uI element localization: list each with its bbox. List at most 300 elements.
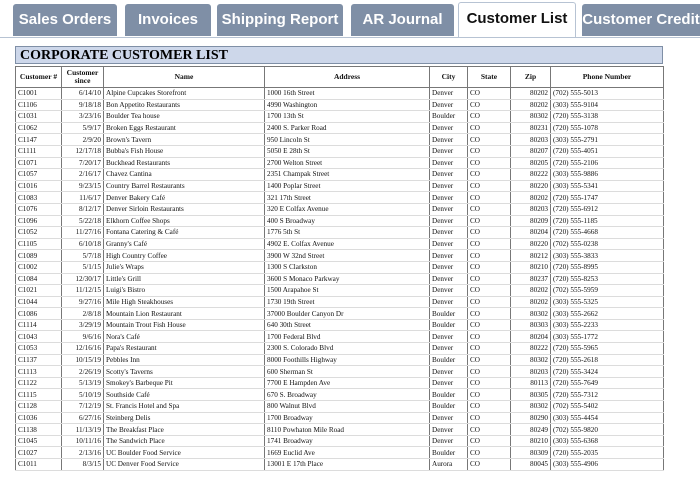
cell-city[interactable]: Denver bbox=[430, 180, 468, 192]
cell-customer-since[interactable]: 12/16/16 bbox=[62, 343, 104, 355]
cell-customer-since[interactable]: 5/22/18 bbox=[62, 215, 104, 227]
cell-phone[interactable]: (720) 555-3424 bbox=[551, 366, 664, 378]
cell-address[interactable]: 800 Walnut Blvd bbox=[265, 401, 430, 413]
cell-state[interactable]: CO bbox=[468, 447, 511, 459]
cell-city[interactable]: Denver bbox=[430, 99, 468, 111]
cell-zip[interactable]: 80210 bbox=[511, 261, 551, 273]
cell-city[interactable]: Aurora bbox=[430, 459, 468, 471]
cell-city[interactable]: Denver bbox=[430, 192, 468, 204]
cell-city[interactable]: Denver bbox=[430, 238, 468, 250]
cell-city[interactable]: Denver bbox=[430, 366, 468, 378]
cell-customer-id[interactable]: C1138 bbox=[16, 424, 62, 436]
cell-state[interactable]: CO bbox=[468, 377, 511, 389]
cell-city[interactable]: Denver bbox=[430, 331, 468, 343]
cell-phone[interactable]: (720) 555-8995 bbox=[551, 261, 664, 273]
cell-state[interactable]: CO bbox=[468, 389, 511, 401]
cell-zip[interactable]: 80309 bbox=[511, 447, 551, 459]
table-row bbox=[16, 157, 664, 169]
cell-customer-id[interactable]: C1053 bbox=[16, 343, 62, 355]
cell-customer-id[interactable]: C1114 bbox=[16, 319, 62, 331]
cell-phone[interactable]: (720) 555-1078 bbox=[551, 122, 664, 134]
cell-zip[interactable]: 80231 bbox=[511, 122, 551, 134]
cell-name[interactable]: St. Francis Hotel and Spa bbox=[104, 401, 265, 413]
cell-name[interactable]: Little's Grill bbox=[104, 273, 265, 285]
cell-customer-id[interactable]: C1096 bbox=[16, 215, 62, 227]
cell-phone[interactable]: (720) 555-7649 bbox=[551, 377, 664, 389]
cell-zip[interactable]: 80237 bbox=[511, 273, 551, 285]
cell-name[interactable]: Boulder Tea house bbox=[104, 111, 265, 123]
cell-customer-since[interactable]: 11/6/17 bbox=[62, 192, 104, 204]
cell-customer-id[interactable]: C1001 bbox=[16, 88, 62, 100]
cell-customer-since[interactable]: 12/17/18 bbox=[62, 145, 104, 157]
tab-shipping-report[interactable]: Shipping Report bbox=[217, 4, 343, 36]
cell-address[interactable]: 7700 E Hampden Ave bbox=[265, 377, 430, 389]
cell-customer-since[interactable]: 9/6/16 bbox=[62, 331, 104, 343]
tab-sales-orders[interactable]: Sales Orders bbox=[13, 4, 117, 36]
cell-state[interactable]: CO bbox=[468, 296, 511, 308]
cell-address[interactable]: 2351 Champak Street bbox=[265, 169, 430, 181]
cell-name[interactable]: Denver Bakery Café bbox=[104, 192, 265, 204]
cell-phone[interactable]: (720) 555-2618 bbox=[551, 354, 664, 366]
cell-phone[interactable]: (303) 555-1772 bbox=[551, 331, 664, 343]
cell-phone[interactable]: (303) 555-4906 bbox=[551, 459, 664, 471]
cell-city[interactable]: Denver bbox=[430, 261, 468, 273]
cell-phone[interactable]: (720) 555-5965 bbox=[551, 343, 664, 355]
cell-state[interactable]: CO bbox=[468, 401, 511, 413]
cell-address[interactable]: 3600 S Monaco Parkway bbox=[265, 273, 430, 285]
cell-address[interactable]: 3900 W 32nd Street bbox=[265, 250, 430, 262]
cell-name[interactable]: Alpine Cupcakes Storefront bbox=[104, 88, 265, 100]
cell-customer-id[interactable]: C1071 bbox=[16, 157, 62, 169]
cell-state[interactable]: CO bbox=[468, 169, 511, 181]
cell-name[interactable]: Papa's Restaurant bbox=[104, 343, 265, 355]
cell-state[interactable]: CO bbox=[468, 412, 511, 424]
cell-name[interactable]: Southside Café bbox=[104, 389, 265, 401]
cell-zip[interactable]: 80222 bbox=[511, 169, 551, 181]
cell-customer-since[interactable]: 5/1/15 bbox=[62, 261, 104, 273]
cell-customer-since[interactable]: 10/11/16 bbox=[62, 435, 104, 447]
tab-bar-baseline bbox=[0, 37, 700, 38]
cell-customer-since[interactable]: 8/3/15 bbox=[62, 459, 104, 471]
cell-name[interactable]: Luigi's Bistro bbox=[104, 285, 265, 297]
cell-city[interactable]: Denver bbox=[430, 88, 468, 100]
cell-address[interactable]: 670 S. Broadway bbox=[265, 389, 430, 401]
cell-phone[interactable]: (720) 555-2035 bbox=[551, 447, 664, 459]
cell-city[interactable]: Denver bbox=[430, 215, 468, 227]
cell-name[interactable]: Scotty's Taverns bbox=[104, 366, 265, 378]
cell-state[interactable]: CO bbox=[468, 227, 511, 239]
cell-state[interactable]: CO bbox=[468, 424, 511, 436]
cell-city[interactable]: Boulder bbox=[430, 389, 468, 401]
cell-zip[interactable]: 80202 bbox=[511, 99, 551, 111]
cell-city[interactable]: Boulder bbox=[430, 319, 468, 331]
cell-address[interactable]: 320 E Colfax Avenue bbox=[265, 203, 430, 215]
cell-address[interactable]: 400 S Broadway bbox=[265, 215, 430, 227]
cell-city[interactable]: Denver bbox=[430, 296, 468, 308]
cell-zip[interactable]: 80210 bbox=[511, 435, 551, 447]
cell-address[interactable]: 2400 S. Parker Road bbox=[265, 122, 430, 134]
cell-address[interactable]: 1000 16th Street bbox=[265, 88, 430, 100]
cell-address[interactable]: 1700 Federal Blvd bbox=[265, 331, 430, 343]
cell-customer-since[interactable]: 2/8/18 bbox=[62, 308, 104, 320]
cell-zip[interactable]: 80302 bbox=[511, 308, 551, 320]
cell-state[interactable]: CO bbox=[468, 215, 511, 227]
cell-customer-id[interactable]: C1016 bbox=[16, 180, 62, 192]
column-header-name[interactable]: Name bbox=[104, 67, 265, 88]
table-row bbox=[16, 319, 664, 331]
cell-address[interactable]: 640 30th Street bbox=[265, 319, 430, 331]
cell-customer-since[interactable]: 12/30/17 bbox=[62, 273, 104, 285]
table-row bbox=[16, 343, 664, 355]
cell-state[interactable]: CO bbox=[468, 261, 511, 273]
cell-zip[interactable]: 80204 bbox=[511, 331, 551, 343]
table-row bbox=[16, 145, 664, 157]
cell-phone[interactable]: (303) 555-2233 bbox=[551, 319, 664, 331]
cell-zip[interactable]: 80113 bbox=[511, 377, 551, 389]
tab-customer-credit[interactable]: Customer Credit bbox=[582, 4, 700, 36]
cell-name[interactable]: The Breakfast Place bbox=[104, 424, 265, 436]
cell-zip[interactable]: 80249 bbox=[511, 424, 551, 436]
cell-state[interactable]: CO bbox=[468, 366, 511, 378]
table-row bbox=[16, 354, 664, 366]
cell-zip[interactable]: 80045 bbox=[511, 459, 551, 471]
cell-customer-id[interactable]: C1076 bbox=[16, 203, 62, 215]
cell-customer-since[interactable]: 2/9/20 bbox=[62, 134, 104, 146]
cell-phone[interactable]: (303) 555-4454 bbox=[551, 412, 664, 424]
cell-city[interactable]: Denver bbox=[430, 145, 468, 157]
cell-state[interactable]: CO bbox=[468, 88, 511, 100]
cell-phone[interactable]: (720) 555-2106 bbox=[551, 157, 664, 169]
cell-phone[interactable]: (303) 555-5325 bbox=[551, 296, 664, 308]
cell-state[interactable]: CO bbox=[468, 308, 511, 320]
cell-city[interactable]: Boulder bbox=[430, 447, 468, 459]
cell-customer-id[interactable]: C1036 bbox=[16, 412, 62, 424]
cell-address[interactable]: 1741 Broadway bbox=[265, 435, 430, 447]
cell-address[interactable]: 4990 Washington bbox=[265, 99, 430, 111]
cell-phone[interactable]: (303) 555-9886 bbox=[551, 169, 664, 181]
cell-address[interactable]: 1700 Broadway bbox=[265, 412, 430, 424]
cell-state[interactable]: CO bbox=[468, 145, 511, 157]
cell-city[interactable]: Denver bbox=[430, 424, 468, 436]
cell-address[interactable]: 5050 E 28th St bbox=[265, 145, 430, 157]
cell-phone[interactable]: (720) 555-1747 bbox=[551, 192, 664, 204]
cell-address[interactable]: 321 17th Street bbox=[265, 192, 430, 204]
cell-city[interactable]: Denver bbox=[430, 250, 468, 262]
cell-name[interactable]: Brown's Tavern bbox=[104, 134, 265, 146]
cell-address[interactable]: 950 Lincoln St bbox=[265, 134, 430, 146]
cell-zip[interactable]: 80202 bbox=[511, 192, 551, 204]
customer-list-sheet bbox=[15, 44, 665, 470]
cell-address[interactable]: 8110 Powhaton Mile Road bbox=[265, 424, 430, 436]
cell-customer-since[interactable]: 2/16/17 bbox=[62, 169, 104, 181]
cell-phone[interactable]: (720) 555-4051 bbox=[551, 145, 664, 157]
column-header-city[interactable]: City bbox=[430, 67, 468, 88]
table-row bbox=[16, 424, 664, 436]
table-row bbox=[16, 401, 664, 413]
cell-name[interactable]: Smokey's Barbeque Pit bbox=[104, 377, 265, 389]
cell-name[interactable]: Bon Appetito Restaurants bbox=[104, 99, 265, 111]
cell-address[interactable]: 1300 S Clarkston bbox=[265, 261, 430, 273]
cell-city[interactable]: Denver bbox=[430, 227, 468, 239]
cell-zip[interactable]: 80207 bbox=[511, 145, 551, 157]
cell-phone[interactable]: (720) 555-6912 bbox=[551, 203, 664, 215]
cell-state[interactable]: CO bbox=[468, 122, 511, 134]
cell-customer-since[interactable]: 11/13/19 bbox=[62, 424, 104, 436]
cell-name[interactable]: Buckhead Restaurants bbox=[104, 157, 265, 169]
cell-customer-since[interactable]: 6/27/16 bbox=[62, 412, 104, 424]
cell-name[interactable]: Fontana Catering & Café bbox=[104, 227, 265, 239]
cell-state[interactable]: CO bbox=[468, 354, 511, 366]
cell-zip[interactable]: 80205 bbox=[511, 157, 551, 169]
cell-customer-id[interactable]: C1122 bbox=[16, 377, 62, 389]
table-row bbox=[16, 99, 664, 111]
cell-customer-since[interactable]: 8/12/17 bbox=[62, 203, 104, 215]
cell-city[interactable]: Denver bbox=[430, 285, 468, 297]
cell-customer-id[interactable]: C1027 bbox=[16, 447, 62, 459]
sheet-title-bar bbox=[15, 46, 663, 64]
cell-state[interactable]: CO bbox=[468, 319, 511, 331]
table-row bbox=[16, 308, 664, 320]
cell-phone[interactable]: (720) 555-8253 bbox=[551, 273, 664, 285]
cell-phone[interactable]: (303) 555-6368 bbox=[551, 435, 664, 447]
cell-state[interactable]: CO bbox=[468, 250, 511, 262]
cell-city[interactable]: Boulder bbox=[430, 354, 468, 366]
cell-zip[interactable]: 80212 bbox=[511, 250, 551, 262]
cell-customer-since[interactable]: 9/23/15 bbox=[62, 180, 104, 192]
cell-address[interactable]: 600 Sherman St bbox=[265, 366, 430, 378]
cell-name[interactable]: The Sandwich Place bbox=[104, 435, 265, 447]
cell-address[interactable]: 1776 5th St bbox=[265, 227, 430, 239]
cell-city[interactable]: Denver bbox=[430, 343, 468, 355]
cell-name[interactable]: Mountain Trout Fish House bbox=[104, 319, 265, 331]
cell-customer-id[interactable]: C1031 bbox=[16, 111, 62, 123]
cell-name[interactable]: Broken Eggs Restaurant bbox=[104, 122, 265, 134]
cell-state[interactable]: CO bbox=[468, 238, 511, 250]
cell-phone[interactable]: (303) 555-5341 bbox=[551, 180, 664, 192]
sheet-tab-bar bbox=[0, 0, 700, 38]
cell-name[interactable]: Julie's Wraps bbox=[104, 261, 265, 273]
cell-city[interactable]: Denver bbox=[430, 273, 468, 285]
cell-phone[interactable]: (720) 555-1185 bbox=[551, 215, 664, 227]
cell-customer-id[interactable]: C1057 bbox=[16, 169, 62, 181]
cell-zip[interactable]: 80302 bbox=[511, 401, 551, 413]
cell-name[interactable]: Chavez Cantina bbox=[104, 169, 265, 181]
cell-customer-id[interactable]: C1147 bbox=[16, 134, 62, 146]
cell-zip[interactable]: 80203 bbox=[511, 366, 551, 378]
cell-address[interactable]: 1700 13th St bbox=[265, 111, 430, 123]
table-row bbox=[16, 134, 664, 146]
cell-customer-id[interactable]: C1113 bbox=[16, 366, 62, 378]
cell-zip[interactable]: 80220 bbox=[511, 238, 551, 250]
cell-customer-id[interactable]: C1105 bbox=[16, 238, 62, 250]
cell-customer-since[interactable]: 3/23/16 bbox=[62, 111, 104, 123]
cell-zip[interactable]: 80302 bbox=[511, 354, 551, 366]
cell-customer-since[interactable]: 7/20/17 bbox=[62, 157, 104, 169]
cell-zip[interactable]: 80202 bbox=[511, 88, 551, 100]
cell-name[interactable]: Granny's Café bbox=[104, 238, 265, 250]
cell-name[interactable]: Country Barrel Restaurants bbox=[104, 180, 265, 192]
cell-zip[interactable]: 80209 bbox=[511, 215, 551, 227]
cell-zip[interactable]: 80305 bbox=[511, 389, 551, 401]
cell-phone[interactable]: (303) 555-9104 bbox=[551, 99, 664, 111]
cell-state[interactable]: CO bbox=[468, 273, 511, 285]
cell-city[interactable]: Boulder bbox=[430, 308, 468, 320]
cell-name[interactable]: UC Denver Food Service bbox=[104, 459, 265, 471]
cell-phone[interactable]: (720) 555-3138 bbox=[551, 111, 664, 123]
cell-name[interactable]: Nora's Café bbox=[104, 331, 265, 343]
cell-phone[interactable]: (303) 555-2662 bbox=[551, 308, 664, 320]
cell-customer-since[interactable]: 11/27/16 bbox=[62, 227, 104, 239]
cell-phone[interactable]: (303) 555-2791 bbox=[551, 134, 664, 146]
cell-city[interactable]: Denver bbox=[430, 157, 468, 169]
cell-state[interactable]: CO bbox=[468, 192, 511, 204]
cell-state[interactable]: CO bbox=[468, 111, 511, 123]
cell-address[interactable]: 8000 Foothills Highway bbox=[265, 354, 430, 366]
cell-address[interactable]: 13001 E 17th Place bbox=[265, 459, 430, 471]
cell-name[interactable]: Mile High Steakhouses bbox=[104, 296, 265, 308]
cell-customer-id[interactable]: C1083 bbox=[16, 192, 62, 204]
cell-customer-since[interactable]: 2/13/16 bbox=[62, 447, 104, 459]
cell-state[interactable]: CO bbox=[468, 157, 511, 169]
table-row bbox=[16, 377, 664, 389]
cell-customer-id[interactable]: C1052 bbox=[16, 227, 62, 239]
column-header-phone[interactable]: Phone Number bbox=[551, 67, 664, 88]
cell-state[interactable]: CO bbox=[468, 459, 511, 471]
cell-address[interactable]: 1400 Poplar Street bbox=[265, 180, 430, 192]
cell-customer-id[interactable]: C1086 bbox=[16, 308, 62, 320]
cell-phone[interactable]: (303) 555-3833 bbox=[551, 250, 664, 262]
cell-customer-id[interactable]: C1011 bbox=[16, 459, 62, 471]
cell-address[interactable]: 4902 E. Colfax Avenue bbox=[265, 238, 430, 250]
cell-customer-since[interactable]: 5/10/19 bbox=[62, 389, 104, 401]
cell-phone[interactable]: (702) 555-5402 bbox=[551, 401, 664, 413]
cell-zip[interactable]: 80203 bbox=[511, 203, 551, 215]
cell-zip[interactable]: 80202 bbox=[511, 296, 551, 308]
cell-address[interactable]: 1500 Arapahoe St bbox=[265, 285, 430, 297]
cell-customer-since[interactable]: 9/18/18 bbox=[62, 99, 104, 111]
cell-customer-id[interactable]: C1045 bbox=[16, 435, 62, 447]
cell-zip[interactable]: 80222 bbox=[511, 343, 551, 355]
cell-customer-id[interactable]: C1021 bbox=[16, 285, 62, 297]
cell-zip[interactable]: 80203 bbox=[511, 134, 551, 146]
cell-zip[interactable]: 80290 bbox=[511, 412, 551, 424]
cell-address[interactable]: 1730 19th Street bbox=[265, 296, 430, 308]
cell-customer-id[interactable]: C1137 bbox=[16, 354, 62, 366]
cell-customer-since[interactable]: 11/12/15 bbox=[62, 285, 104, 297]
cell-zip[interactable]: 80204 bbox=[511, 227, 551, 239]
cell-customer-since[interactable]: 10/15/19 bbox=[62, 354, 104, 366]
tab-customer-list[interactable]: Customer List bbox=[458, 2, 576, 38]
cell-customer-since[interactable]: 5/13/19 bbox=[62, 377, 104, 389]
cell-customer-since[interactable]: 2/26/19 bbox=[62, 366, 104, 378]
table-row bbox=[16, 459, 664, 471]
cell-city[interactable]: Denver bbox=[430, 412, 468, 424]
cell-address[interactable]: 37000 Boulder Canyon Dr bbox=[265, 308, 430, 320]
cell-customer-id[interactable]: C1044 bbox=[16, 296, 62, 308]
column-header-customer-id[interactable]: Customer # bbox=[16, 67, 62, 88]
cell-customer-id[interactable]: C1106 bbox=[16, 99, 62, 111]
cell-phone[interactable]: (702) 555-9820 bbox=[551, 424, 664, 436]
cell-state[interactable]: CO bbox=[468, 435, 511, 447]
cell-customer-since[interactable]: 6/14/10 bbox=[62, 88, 104, 100]
cell-phone[interactable]: (720) 555-7312 bbox=[551, 389, 664, 401]
cell-name[interactable]: UC Boulder Food Service bbox=[104, 447, 265, 459]
cell-state[interactable]: CO bbox=[468, 180, 511, 192]
cell-address[interactable]: 2700 Welton Street bbox=[265, 157, 430, 169]
column-header-state[interactable]: State bbox=[468, 67, 511, 88]
cell-state[interactable]: CO bbox=[468, 99, 511, 111]
cell-name[interactable]: Pebbles Inn bbox=[104, 354, 265, 366]
table-row bbox=[16, 192, 664, 204]
table-row bbox=[16, 412, 664, 424]
cell-customer-since[interactable]: 5/7/18 bbox=[62, 250, 104, 262]
cell-phone[interactable]: (702) 555-0238 bbox=[551, 238, 664, 250]
cell-city[interactable]: Denver bbox=[430, 377, 468, 389]
cell-state[interactable]: CO bbox=[468, 285, 511, 297]
column-header-zip[interactable]: Zip bbox=[511, 67, 551, 88]
column-header-address[interactable]: Address bbox=[265, 67, 430, 88]
cell-city[interactable]: Boulder bbox=[430, 401, 468, 413]
cell-city[interactable]: Denver bbox=[430, 203, 468, 215]
cell-state[interactable]: CO bbox=[468, 203, 511, 215]
cell-city[interactable]: Boulder bbox=[430, 111, 468, 123]
cell-customer-id[interactable]: C1043 bbox=[16, 331, 62, 343]
tab-ar-journal[interactable]: AR Journal bbox=[351, 4, 454, 36]
cell-zip[interactable]: 80202 bbox=[511, 285, 551, 297]
cell-state[interactable]: CO bbox=[468, 331, 511, 343]
cell-customer-id[interactable]: C1128 bbox=[16, 401, 62, 413]
cell-customer-since[interactable]: 3/29/19 bbox=[62, 319, 104, 331]
table-row bbox=[16, 261, 664, 273]
cell-customer-since[interactable]: 7/12/19 bbox=[62, 401, 104, 413]
cell-customer-id[interactable]: C1115 bbox=[16, 389, 62, 401]
cell-city[interactable]: Denver bbox=[430, 435, 468, 447]
cell-zip[interactable]: 80303 bbox=[511, 319, 551, 331]
cell-customer-id[interactable]: C1111 bbox=[16, 145, 62, 157]
cell-city[interactable]: Denver bbox=[430, 134, 468, 146]
cell-customer-id[interactable]: C1084 bbox=[16, 273, 62, 285]
cell-customer-id[interactable]: C1002 bbox=[16, 261, 62, 273]
table-row bbox=[16, 169, 664, 181]
table-row bbox=[16, 122, 664, 134]
cell-city[interactable]: Denver bbox=[430, 122, 468, 134]
cell-city[interactable]: Denver bbox=[430, 169, 468, 181]
cell-zip[interactable]: 80302 bbox=[511, 111, 551, 123]
cell-phone[interactable]: (702) 555-5959 bbox=[551, 285, 664, 297]
cell-customer-since[interactable]: 6/10/18 bbox=[62, 238, 104, 250]
cell-name[interactable]: Bubba's Fish House bbox=[104, 145, 265, 157]
cell-name[interactable]: Denver Sirloin Restaurants bbox=[104, 203, 265, 215]
cell-customer-since[interactable]: 5/9/17 bbox=[62, 122, 104, 134]
cell-state[interactable]: CO bbox=[468, 343, 511, 355]
cell-state[interactable]: CO bbox=[468, 134, 511, 146]
cell-customer-id[interactable]: C1089 bbox=[16, 250, 62, 262]
tab-invoices[interactable]: Invoices bbox=[125, 4, 211, 36]
cell-name[interactable]: High Country Coffee bbox=[104, 250, 265, 262]
column-header-customer-since[interactable]: Customer since bbox=[62, 67, 104, 88]
cell-phone[interactable]: (702) 555-5013 bbox=[551, 88, 664, 100]
cell-name[interactable]: Mountain Lion Restaurant bbox=[104, 308, 265, 320]
table-row bbox=[16, 331, 664, 343]
cell-name[interactable]: Steinberg Delis bbox=[104, 412, 265, 424]
cell-name[interactable]: Elkhorn Coffee Shops bbox=[104, 215, 265, 227]
cell-customer-id[interactable]: C1062 bbox=[16, 122, 62, 134]
cell-address[interactable]: 2300 S. Colorado Blvd bbox=[265, 343, 430, 355]
cell-customer-since[interactable]: 9/27/16 bbox=[62, 296, 104, 308]
cell-phone[interactable]: (720) 555-4668 bbox=[551, 227, 664, 239]
cell-zip[interactable]: 80220 bbox=[511, 180, 551, 192]
cell-address[interactable]: 1669 Euclid Ave bbox=[265, 447, 430, 459]
